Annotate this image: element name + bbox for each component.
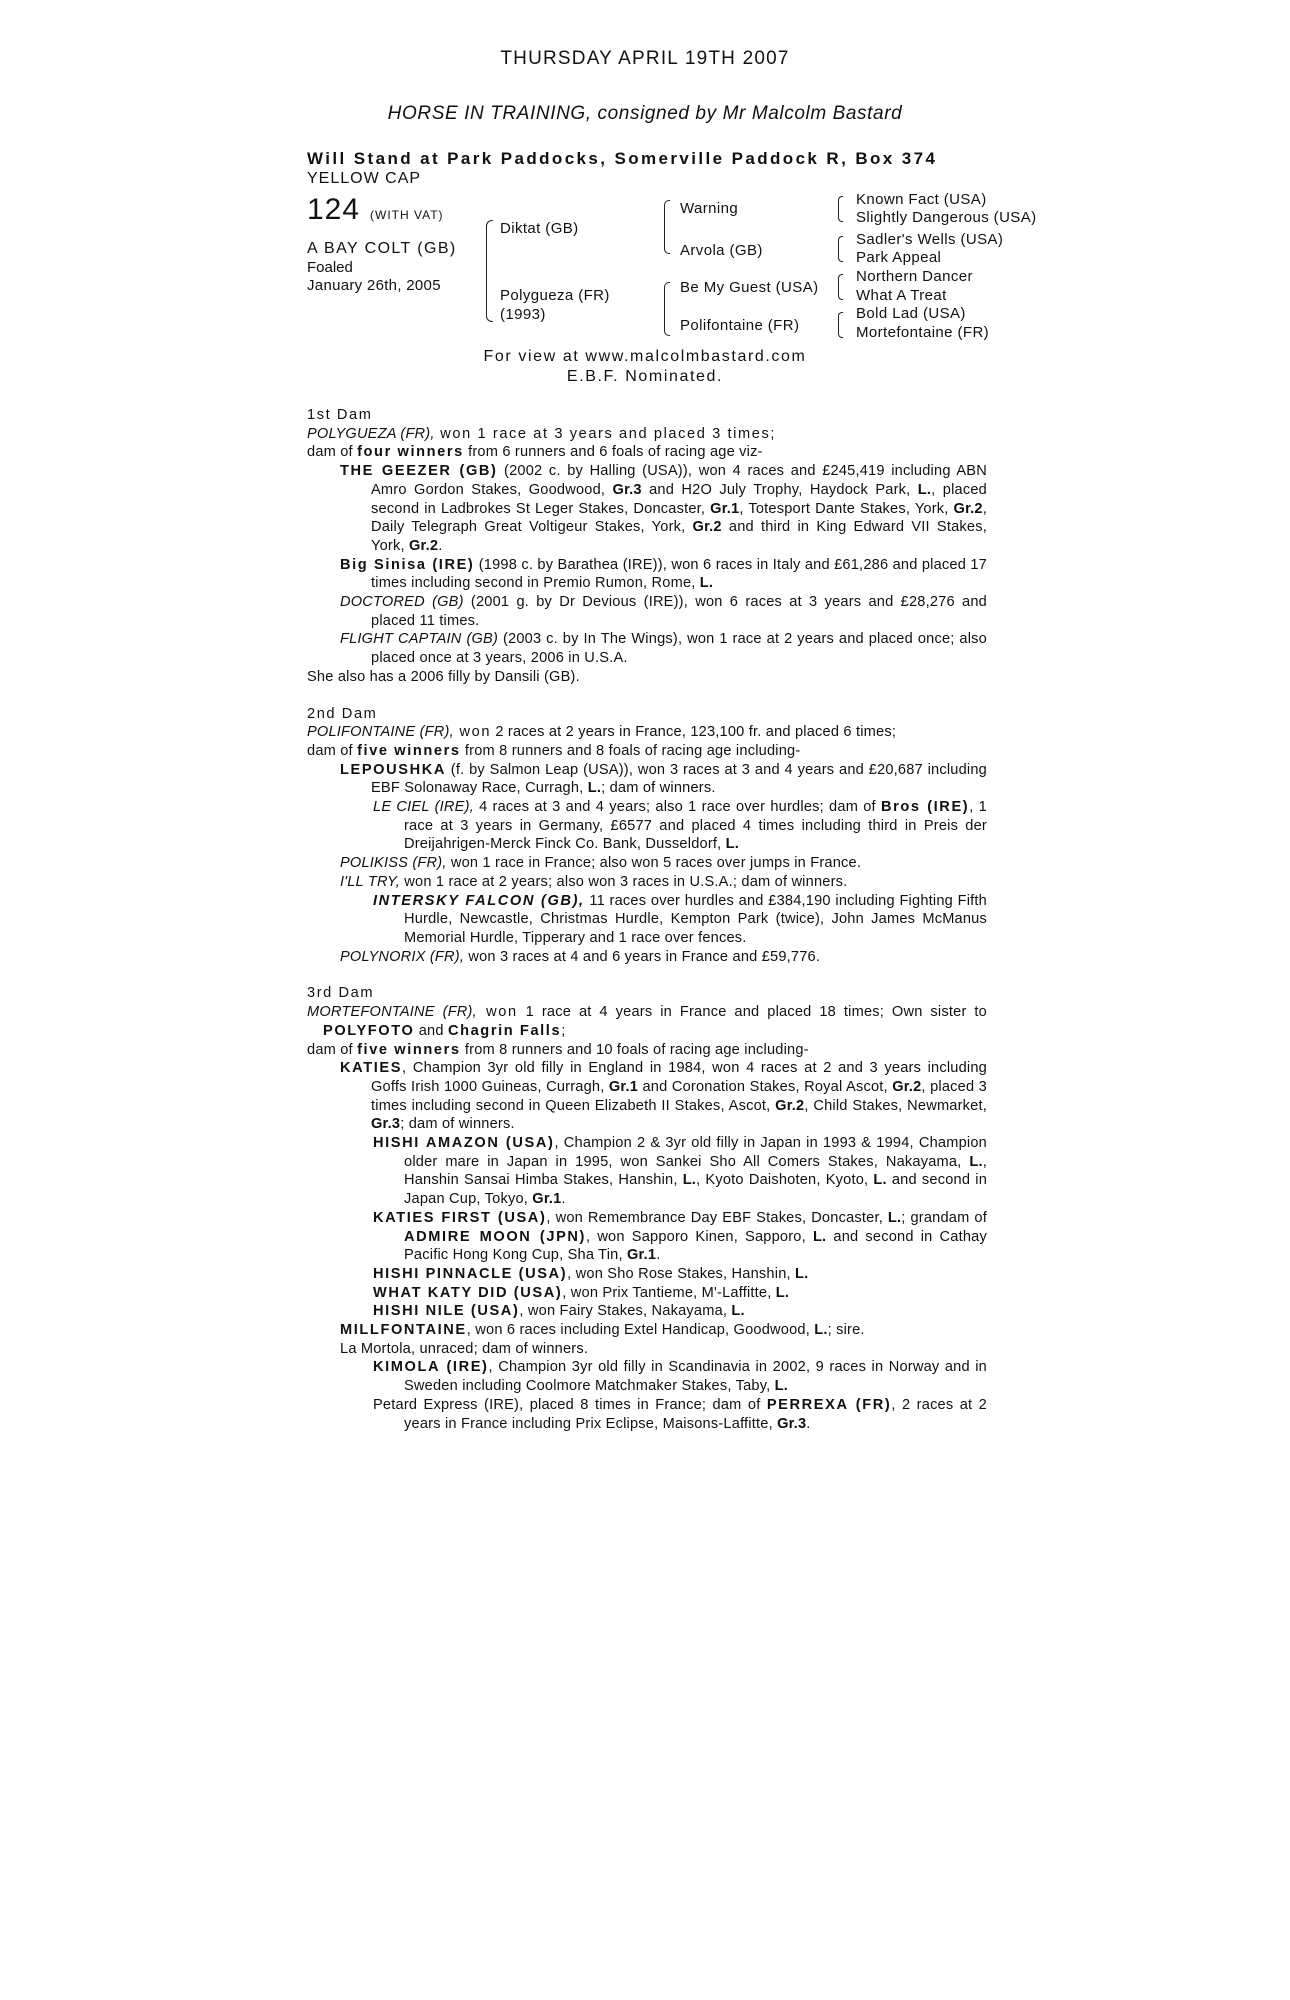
- dam2-produce-2: POLIKISS (FR), won 1 race in France; also won 5 races over jumps in France.: [340, 855, 862, 872]
- dam1-summary: POLYGUEZA (FR), won 1 race at 3 years and placed 3 times;: [307, 425, 776, 442]
- dam2-produce-3-offspring: INTERSKY FALCON (GB), 11 races over hurdles and £384,190 including Fighting Fifth Hurdle, Newcastle, Christmas Hurdle, Kempton Park (twice), John James McManus Memorial Hurdle, Tipperary and 1 race over fences.: [373, 892, 988, 946]
- dam1-heading: 1st Dam: [307, 407, 373, 423]
- pedigree-g5: Northern Dancer: [856, 268, 973, 285]
- foaled-label: Foaled: [307, 259, 353, 276]
- dam2-produce-1-offspring: LE CIEL (IRE), 4 races at 3 and 4 years; also 1 race over hurdles; dam of Bros (IRE), 1 race at 3 years in Germany, £6577 and placed 4 times including third in Preis der Dreijahrigen-Merck Finck Co. Bank, Dusseldorf, L.: [373, 799, 987, 853]
- pedigree-brace-dam: [664, 282, 670, 336]
- consignment-line: HORSE IN TRAINING, consigned by Mr Malcolm Bastard: [387, 103, 903, 124]
- dam1-produce-summary: dam of four winners from 6 runners and 6 foals of racing age viz-: [307, 444, 763, 461]
- dam3-produce-3-offspring-1: KIMOLA (IRE), Champion 3yr old filly in Scandinavia in 2002, 9 races in Norway and in Sweden including Coolmore Matchmaker Stakes, Taby, L.: [373, 1359, 987, 1395]
- pedigree-g8: Mortefontaine (FR): [856, 324, 990, 341]
- dam1-produce-3: DOCTORED (GB) (2001 g. by Dr Devious (IRE)), won 6 races at 3 years and £28,276 and placed 11 times.: [340, 594, 987, 629]
- website-note: For view at www.malcolmbastard.com: [483, 348, 807, 365]
- dam2-heading: 2nd Dam: [307, 705, 378, 722]
- dam3-produce-1-offspring-4: WHAT KATY DID (USA), won Prix Tantieme, M'-Laffitte, L.: [373, 1284, 790, 1301]
- pedigree-dam: Polygueza (FR): [500, 287, 610, 304]
- pedigree-g4: Park Appeal: [856, 249, 942, 266]
- dam3-produce-1-offspring-1: HISHI AMAZON (USA), Champion 2 & 3yr old filly in Japan in 1993 & 1994, Champion older mare in Japan in 1995, won Sankei Sho All Comers Stakes, Nakayama, L., Hanshin Sansai Himba Stakes, Hanshin, L., Kyoto Daishoten, Kyoto, L. and second in Japan Cup, Tokyo, Gr.1.: [373, 1135, 988, 1208]
- pedigree-brace-g56: [838, 274, 843, 300]
- pedigree-g2: Slightly Dangerous (USA): [856, 209, 1037, 226]
- pedigree-brace-g12: [838, 196, 843, 222]
- pedigree-g7: Bold Lad (USA): [856, 305, 966, 322]
- pedigree-sire-sire: Warning: [680, 200, 739, 217]
- pedigree-g3: Sadler's Wells (USA): [856, 231, 1004, 248]
- dam3-produce-3-offspring-2: Petard Express (IRE), placed 8 times in France; dam of PERREXA (FR), 2 races at 2 years in France including Prix Eclipse, Maisons-Laffitte, Gr.3.: [373, 1396, 987, 1432]
- cap-colour: YELLOW CAP: [307, 170, 422, 187]
- pedigree-brace-main: [486, 220, 493, 322]
- dam2-produce-1: LEPOUSHKA (f. by Salmon Leap (USA)), won 3 races at 3 and 4 years and £20,687 including EBF Solonaway Race, Curragh, L.; dam of winners.: [340, 761, 987, 797]
- pedigree-brace-g34: [838, 236, 843, 262]
- dam1-produce-4: FLIGHT CAPTAIN (GB) (2003 c. by In The Wings), won 1 race at 2 years and placed once; also placed once at 3 years, 2006 in U.S.A.: [340, 631, 987, 667]
- dam3-produce-2: MILLFONTAINE, won 6 races including Extel Handicap, Goodwood, L.; sire.: [340, 1322, 865, 1339]
- stand-location: Will Stand at Park Paddocks, Somerville Paddock R, Box 374: [307, 149, 938, 168]
- foaled-date: January 26th, 2005: [307, 277, 441, 294]
- dam3-produce-1-offspring-2: KATIES FIRST (USA), won Remembrance Day EBF Stakes, Doncaster, L.; grandam of ADMIRE MOON (JPN), won Sapporo Kinen, Sapporo, L. and second in Cathay Pacific Hong Kong Cup, Sha Tin, Gr.1.: [373, 1209, 987, 1264]
- dam2-summary: POLIFONTAINE (FR), won 2 races at 2 years in France, 123,100 fr. and placed 6 times;: [307, 724, 897, 741]
- dam3-heading: 3rd Dam: [307, 985, 375, 1002]
- dam3-produce-1-offspring-3: HISHI PINNACLE (USA), won Sho Rose Stakes, Hanshin, L.: [373, 1265, 809, 1282]
- pedigree-sire: Diktat (GB): [500, 220, 579, 237]
- pedigree-g6: What A Treat: [856, 287, 947, 304]
- dam3-produce-1-offspring-5: HISHI NILE (USA), won Fairy Stakes, Nakayama, L.: [373, 1303, 745, 1320]
- dam2-name: POLIFONTAINE (FR),: [307, 724, 454, 741]
- dam3-produce-3: La Mortola, unraced; dam of winners.: [340, 1340, 589, 1357]
- pedigree-brace-g78: [838, 312, 843, 338]
- dam2-produce-4: POLYNORIX (FR), won 3 races at 4 and 6 years in France and £59,776.: [340, 948, 821, 965]
- pedigree-brace-sire: [664, 200, 670, 254]
- ebf-note: E.B.F. Nominated.: [566, 368, 724, 385]
- section-gap: [307, 687, 987, 705]
- pedigree-dam-sire: Be My Guest (USA): [680, 279, 819, 296]
- dam3-name: MORTEFONTAINE (FR),: [307, 1004, 477, 1021]
- section-gap: [307, 966, 987, 984]
- sale-date: THURSDAY APRIL 19TH 2007: [500, 48, 790, 69]
- dam3-produce-1: KATIES, Champion 3yr old filly in England in 1984, won 4 races at 2 and 3 years including Goffs Irish 1000 Guineas, Curragh, Gr.1 and Coronation Stakes, Royal Ascot, Gr.2, placed 3 times including second in Queen Elizabeth II Stakes, Ascot, Gr.2, Child Stakes, Newmarket, Gr.3; dam of winners.: [340, 1060, 987, 1133]
- vat-note: (WITH VAT): [370, 208, 444, 222]
- pedigree-dam-dam: Polifontaine (FR): [680, 317, 800, 334]
- lot-number: 124: [307, 193, 361, 226]
- dam2-produce-summary: dam of five winners from 8 runners and 8 foals of racing age including-: [307, 742, 801, 759]
- dam1-winners-count: four winners: [357, 444, 464, 461]
- dam2-produce-3: I'LL TRY, won 1 race at 2 years; also won 3 races in U.S.A.; dam of winners.: [340, 873, 848, 890]
- pedigree-notes: [307, 406, 987, 1433]
- dam1-produce-2: Big Sinisa (IRE) (1998 c. by Barathea (IRE)), won 6 races in Italy and £61,286 and placed 17 times including second in Premio Rumon, Rome, L.: [340, 556, 988, 592]
- pedigree-g1: Known Fact (USA): [856, 191, 987, 208]
- dam3-produce-summary: dam of five winners from 8 runners and 10 foals of racing age including-: [307, 1041, 809, 1058]
- pedigree-dam-year: (1993): [500, 306, 546, 323]
- dam3-summary: MORTEFONTAINE (FR), won 1 race at 4 years in France and placed 18 times; Own sister to POLYFOTO and Chagrin Falls;: [307, 1004, 987, 1039]
- dam1-footnote: She also has a 2006 filly by Dansili (GB).: [307, 668, 580, 685]
- pedigree-sire-dam: Arvola (GB): [680, 242, 763, 259]
- horse-description: A BAY COLT (GB): [307, 240, 457, 257]
- dam1-name: POLYGUEZA (FR),: [307, 425, 435, 442]
- dam1-produce-1: THE GEEZER (GB) (2002 c. by Halling (USA)), won 4 races and £245,419 including ABN Amro Gordon Stakes, Goodwood, Gr.3 and H2O July Trophy, Haydock Park, L., placed second in Ladbrokes St Leger Stakes, Doncaster, Gr.1, Totesport Dante Stakes, York, Gr.2, Daily Telegraph Great Voltigeur Stakes, York, Gr.2 and third in King Edward VII Stakes, York, Gr.2.: [340, 463, 988, 554]
